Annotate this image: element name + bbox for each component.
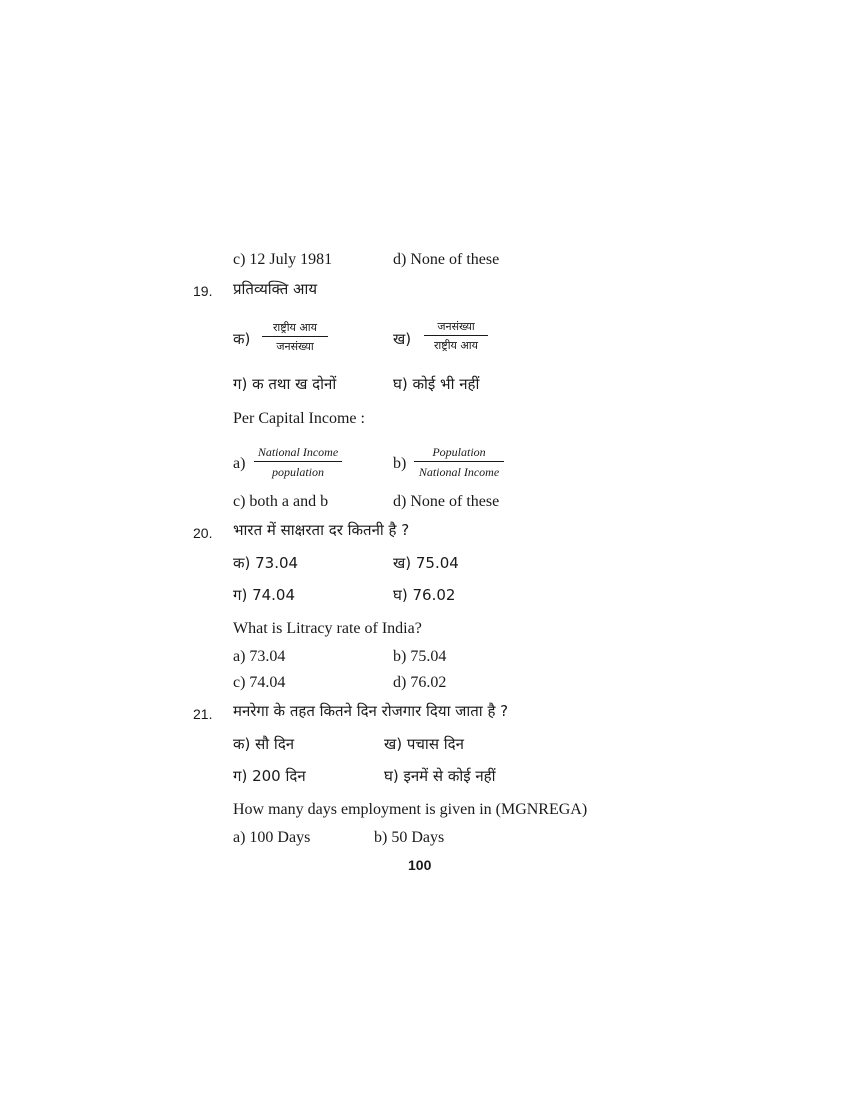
fraction-numerator: जनसंख्या bbox=[437, 320, 475, 333]
q20-english-question: What is Litracy rate of India? bbox=[233, 620, 422, 637]
q19-english-option-b-fraction bbox=[414, 446, 504, 478]
fraction-denominator: राष्ट्रीय आय bbox=[433, 339, 479, 352]
q21-english-option-b: b) 50 Days bbox=[374, 829, 445, 846]
fraction-bar bbox=[424, 335, 488, 336]
q19-hindi-option-a-label: क) bbox=[233, 330, 251, 348]
q19-hindi-option-a-fraction bbox=[262, 322, 328, 352]
q20-english-option-a: a) 73.04 bbox=[233, 648, 286, 665]
q20-english-option-b: b) 75.04 bbox=[393, 648, 447, 665]
fraction-denominator: जनसंख्या bbox=[276, 340, 314, 353]
q19-hindi-option-d: घ) कोई भी नहीं bbox=[393, 375, 480, 393]
question-number-20: 20. bbox=[193, 525, 213, 541]
q19-hindi-question: प्रतिव्यक्ति आय bbox=[233, 280, 318, 298]
q20-hindi-option-c: ग) 74.04 bbox=[233, 586, 296, 604]
fraction-denominator: population bbox=[271, 465, 324, 479]
q21-hindi-option-d: घ) इनमें से कोई नहीं bbox=[384, 767, 496, 785]
fraction-bar bbox=[414, 461, 504, 462]
q20-english-option-d: d) 76.02 bbox=[393, 674, 447, 691]
q20-hindi-option-b: ख) 75.04 bbox=[393, 554, 459, 572]
q19-hindi-option-c: ग) क तथा ख दोनों bbox=[233, 375, 337, 393]
q19-english-option-d: d) None of these bbox=[393, 493, 500, 510]
fraction-bar bbox=[262, 336, 328, 337]
fraction-numerator: Population bbox=[432, 445, 486, 459]
q21-hindi-question: मनरेगा के तहत कितने दिन रोजगार दिया जाता है ? bbox=[233, 702, 509, 720]
q19-english-option-c: c) both a and b bbox=[233, 493, 329, 510]
q21-hindi-option-c: ग) 200 दिन bbox=[233, 767, 306, 785]
question-number-21: 21. bbox=[193, 706, 213, 722]
q19-english-option-a-label: a) bbox=[233, 455, 246, 472]
q19-english-question: Per Capital Income : bbox=[233, 410, 365, 427]
q21-hindi-option-a: क) सौ दिन bbox=[233, 735, 295, 753]
q19-hindi-option-b-label: ख) bbox=[393, 330, 412, 348]
prev-option-d: d) None of these bbox=[393, 251, 500, 268]
q19-english-option-a-fraction bbox=[254, 446, 342, 478]
fraction-denominator: National Income bbox=[418, 465, 500, 479]
q20-hindi-option-a: क) 73.04 bbox=[233, 554, 299, 572]
q20-english-option-c: c) 74.04 bbox=[233, 674, 286, 691]
q19-hindi-option-b-fraction bbox=[424, 321, 488, 351]
prev-option-c: c) 12 July 1981 bbox=[233, 251, 333, 268]
q21-english-question: How many days employment is given in (MGNREGA) bbox=[233, 801, 588, 818]
q20-hindi-option-d: घ) 76.02 bbox=[393, 586, 456, 604]
page-number: 100 bbox=[408, 857, 432, 873]
q19-english-option-b-label: b) bbox=[393, 455, 407, 472]
q21-hindi-option-b: ख) पचास दिन bbox=[384, 735, 464, 753]
question-number-19: 19. bbox=[193, 283, 213, 299]
q21-english-option-a: a) 100 Days bbox=[233, 829, 311, 846]
fraction-bar bbox=[254, 461, 342, 462]
fraction-numerator: राष्ट्रीय आय bbox=[272, 321, 318, 334]
fraction-numerator: National Income bbox=[257, 445, 339, 459]
q20-hindi-question: भारत में साक्षरता दर कितनी है ? bbox=[233, 521, 410, 539]
